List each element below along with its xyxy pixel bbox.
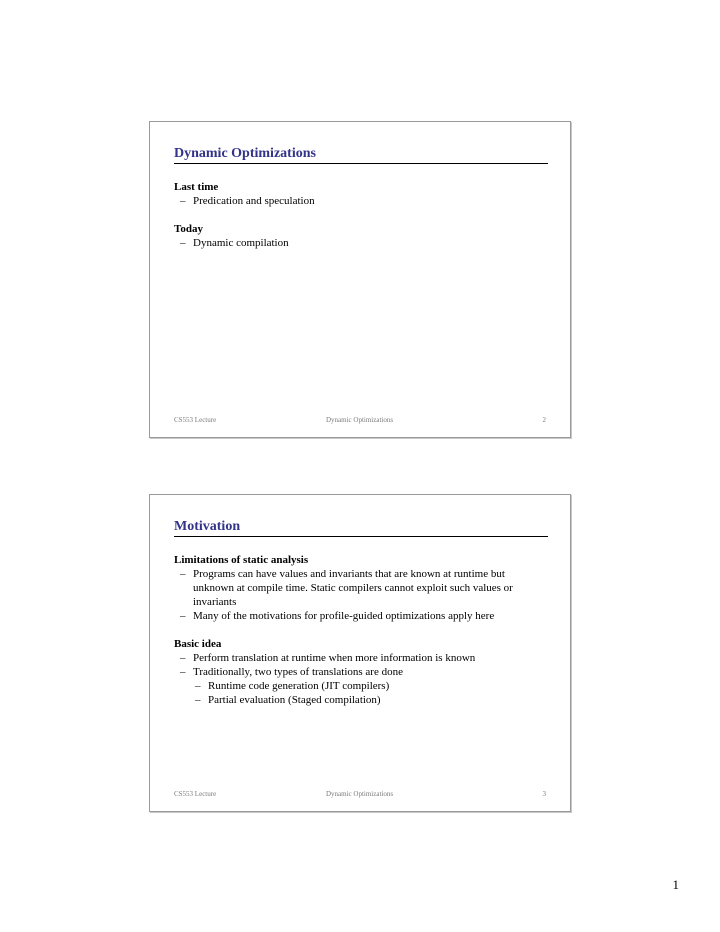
dash-bullet-icon: – — [180, 568, 186, 580]
slide-body — [174, 553, 546, 721]
slide-motivation — [149, 494, 571, 812]
section-heading: Limitations of static analysis — [174, 554, 309, 566]
section-heading: Basic idea — [174, 638, 222, 650]
section-basic-idea — [174, 637, 546, 707]
slide-footer — [174, 790, 546, 800]
footer-course: CS553 Lecture — [174, 416, 217, 424]
section-heading: Today — [174, 223, 203, 235]
sub-bullet-item — [174, 693, 546, 707]
slide-dynamic-optimizations — [149, 121, 571, 438]
bullet-item — [174, 609, 546, 623]
section-limitations — [174, 553, 546, 623]
slide-footer — [174, 416, 546, 426]
bullet-text: Programs can have values and invariants that are known at runtime but unknown at compile time. Static compilers cannot exploit such values or invariants — [193, 568, 513, 608]
bullet-item — [174, 665, 546, 679]
page-number: 1 — [672, 877, 679, 892]
bullet-text: Partial evaluation (Staged compilation) — [208, 694, 381, 706]
dash-bullet-icon: – — [180, 237, 186, 249]
slide-title: Dynamic Optimizations — [174, 146, 316, 161]
dash-bullet-icon: – — [180, 195, 186, 207]
bullet-item — [174, 651, 546, 665]
bullet-text: Predication and speculation — [193, 195, 315, 207]
slide-title: Motivation — [174, 519, 241, 534]
title-underline — [174, 163, 548, 164]
footer-slide-number: 2 — [542, 416, 546, 424]
bullet-text: Perform translation at runtime when more information is known — [193, 652, 476, 664]
footer-topic: Dynamic Optimizations — [326, 790, 394, 798]
footer-topic: Dynamic Optimizations — [326, 416, 394, 424]
bullet-text: Runtime code generation (JIT compilers) — [208, 680, 390, 692]
bullet-text: Dynamic compilation — [193, 237, 289, 249]
section-today — [174, 222, 546, 250]
bullet-item — [174, 236, 546, 250]
dash-bullet-icon: – — [195, 694, 201, 706]
slide-body — [174, 180, 546, 264]
bullet-text: Traditionally, two types of translations are done — [193, 666, 403, 678]
bullet-item — [174, 567, 546, 609]
bullet-text: Many of the motivations for profile-guided optimizations apply here — [193, 610, 495, 622]
sub-bullet-item — [174, 679, 546, 693]
dash-bullet-icon: – — [180, 666, 186, 678]
dash-bullet-icon: – — [195, 680, 201, 692]
section-heading: Last time — [174, 181, 219, 193]
footer-slide-number: 3 — [542, 790, 546, 798]
section-last-time — [174, 180, 546, 208]
title-underline — [174, 536, 548, 537]
dash-bullet-icon: – — [180, 652, 186, 664]
bullet-item — [174, 194, 546, 208]
footer-course: CS553 Lecture — [174, 790, 217, 798]
dash-bullet-icon: – — [180, 610, 186, 622]
